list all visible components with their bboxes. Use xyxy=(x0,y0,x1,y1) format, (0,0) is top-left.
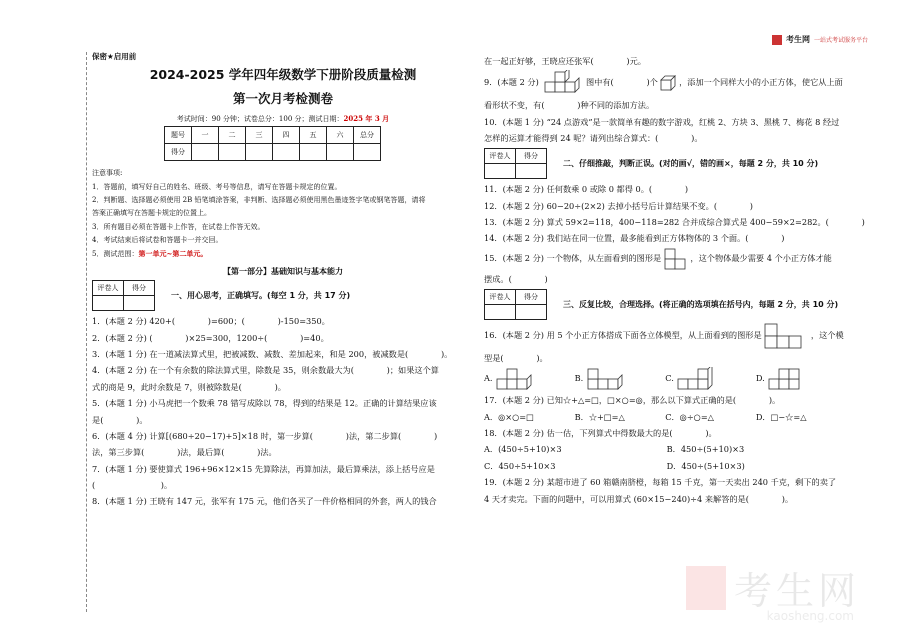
top-view-figure xyxy=(764,323,808,349)
question-line: ( )。 xyxy=(92,479,173,490)
left-column xyxy=(92,52,474,511)
score-blank[interactable] xyxy=(246,144,273,161)
option-c[interactable]: C．450÷5+10×3 xyxy=(484,460,556,471)
grader-label: 得分 xyxy=(516,149,547,164)
grader-blank[interactable] xyxy=(516,164,547,179)
notes-block xyxy=(92,167,474,261)
grader-label: 评卷人 xyxy=(485,149,516,164)
question-line: 法，第三步算( )法，最后算( )法。 xyxy=(92,447,277,458)
range-value: 第一单元~第二单元。 xyxy=(138,249,208,259)
score-cell: 四 xyxy=(273,127,300,144)
option-label: A. xyxy=(484,373,493,384)
grader-blank[interactable] xyxy=(516,305,547,320)
model-c-figure xyxy=(676,367,724,391)
option-b[interactable] xyxy=(575,367,663,391)
meta-date: 2025 年 3 月 xyxy=(343,113,390,123)
q16-options xyxy=(484,367,870,391)
option-c[interactable]: C．◎÷○=△ xyxy=(665,411,714,422)
note-item: 答案正确填写在答题卡规定的位置上。 xyxy=(92,209,211,218)
note-item: 1．答题前，填写好自己的姓名、班级、考号等信息，请写在答题卡规定的位置。 xyxy=(92,182,342,191)
section-two-header xyxy=(484,148,870,179)
q15-part: 15．(本题 2 分) 一个物体，从左面看到的图形是 xyxy=(484,252,662,263)
q9-part: ，添加一个同样大小的小正方体，使它从上面 xyxy=(679,77,843,88)
watermark-logo-icon xyxy=(686,566,726,610)
range-label: 5．测试范围： xyxy=(92,250,139,259)
q18-options-1 xyxy=(484,442,870,456)
question-line: 5．(本题 1 分) 小马虎把一个数乘 78 错写成除以 78，得到的结果是 12。正确的计算结果应该 xyxy=(92,398,437,409)
score-cell: 总分 xyxy=(354,127,381,144)
section-three-title: 三、反复比较，合理选择。(将正确的选项填在括号内，每题 2 分，共 10 分) xyxy=(563,299,839,309)
question-line: 怎样的运算才能得到 24 呢？请列出综合算式：( )。 xyxy=(484,133,703,144)
question-line: 式的商是 9，此时余数是 7，则被除数是( )。 xyxy=(92,381,286,392)
score-blank[interactable] xyxy=(273,144,300,161)
note-item: 4．考试结束后将试卷和答题卡一并交回。 xyxy=(92,235,223,244)
grader-blank[interactable] xyxy=(124,296,155,311)
left-view-figure xyxy=(664,248,688,270)
question-line: 10．(本题 1 分) “24 点游戏”是一款简单有趣的数字游戏，红桃 2、方块 3、黑桃 7、梅花 8 经过 xyxy=(484,116,840,127)
section-one-header xyxy=(92,280,474,311)
q16-part: ，这个模 xyxy=(810,330,844,341)
option-d[interactable]: D．450÷(5+10×3) xyxy=(666,460,745,471)
exam-meta xyxy=(92,115,474,124)
right-column xyxy=(484,52,870,508)
question-line: 型是( )。 xyxy=(484,353,548,364)
score-cell: 六 xyxy=(327,127,354,144)
model-a-figure xyxy=(495,367,543,391)
question-line: 1．(本题 2 分) 420+( )=600；( )-150=350。 xyxy=(92,316,330,327)
score-value-row xyxy=(165,144,381,161)
question-line: 18．(本题 2 分) 估一估，下列算式中得数最大的是( )。 xyxy=(484,428,717,439)
logo-icon xyxy=(772,35,782,45)
question-9 xyxy=(484,70,870,96)
cube-stack-figure xyxy=(541,70,583,96)
secret-mark: 保密★启用前 xyxy=(92,52,137,61)
option-c[interactable] xyxy=(665,367,753,391)
question-line: 14．(本题 2 分) 我们站在同一位置，最多能看到正方体物体的 3 个面。( ) xyxy=(484,233,785,244)
question-line: 摆成。( ) xyxy=(484,273,548,284)
note-item: 3．所有题目必须在答题卡上作答，在试卷上作答无效。 xyxy=(92,222,265,231)
note-item-range xyxy=(92,247,474,261)
logo-slogan: 一站式考试服务平台 xyxy=(813,37,868,44)
question-line: 19．(本题 2 分) 某超市进了 60 箱赣南脐橙，每箱 15 千克，第一天卖出 240 千克，剩下的卖了 xyxy=(484,477,837,488)
notes-heading: 注意事项: xyxy=(92,169,123,178)
score-cell: 二 xyxy=(219,127,246,144)
score-table xyxy=(164,126,381,161)
question-15 xyxy=(484,248,870,270)
exam-subtitle: 第一次月考检测卷 xyxy=(232,91,333,106)
section-one-title: 一、用心思考，正确填写。(每空 1 分，共 17 分) xyxy=(171,290,351,300)
question-16 xyxy=(484,323,870,349)
question-line: 7．(本题 1 分) 要使算式 196+96×12×15 先算除法，再算加法，最后算乘法，添上括号应是 xyxy=(92,463,435,474)
question-line: 8．(本题 1 分) 王晓有 147 元，张军有 175 元，他们各买了一件价格相同的外套，两人的钱合 xyxy=(92,496,437,507)
score-header-row xyxy=(165,127,381,144)
watermark-text: 考生网 xyxy=(733,569,860,613)
question-line: 看形状不变，有( )种不同的添加方法。 xyxy=(484,100,655,111)
grader-label: 评卷人 xyxy=(485,290,516,305)
logo-brand: 考生网 xyxy=(785,35,810,44)
score-blank[interactable] xyxy=(300,144,327,161)
option-b[interactable]: B．☆+□=△ xyxy=(574,411,625,422)
question-line: 6．(本题 4 分) 计算[(680÷20−17)+5]×18 时，第一步算( )法，第二步算( ) xyxy=(92,430,438,441)
option-b[interactable]: B．450÷(5+10)×3 xyxy=(666,444,745,455)
question-line: 12．(本题 2 分) 60−20÷(2×2) 去掉小括号后计算结果不变。( ) xyxy=(484,200,753,211)
q9-part: 9．(本题 2 分) xyxy=(484,77,539,88)
grader-label: 评卷人 xyxy=(93,281,124,296)
score-blank[interactable] xyxy=(219,144,246,161)
q16-part: 16．(本题 2 分) 用 5 个小正方体搭成下面各立体模型，从上面看到的图形是 xyxy=(484,330,762,341)
grader-label: 得分 xyxy=(124,281,155,296)
grader-blank[interactable] xyxy=(485,305,516,320)
score-cell: 五 xyxy=(300,127,327,144)
option-label: D. xyxy=(755,373,765,384)
question-line: 13．(本题 2 分) 算式 59×2=118，400−118=282 合并成综合算式是 400−59×2=282。( ) xyxy=(484,217,865,228)
score-cell: 得分 xyxy=(165,144,192,161)
score-blank[interactable] xyxy=(192,144,219,161)
q18-options-2 xyxy=(484,459,870,473)
question-line: 11．(本题 2 分) 任何数乘 0 或除 0 都得 0。( ) xyxy=(484,184,689,195)
score-blank[interactable] xyxy=(327,144,354,161)
score-blank[interactable] xyxy=(354,144,381,161)
section-three-header xyxy=(484,289,870,320)
question-line: 17．(本题 2 分) 已知☆+△=□，□×○=◎，那么以下算式正确的是( )。 xyxy=(484,395,781,406)
model-d-figure xyxy=(767,367,815,391)
grader-box xyxy=(92,280,155,311)
question-line: 4 天才卖完。下面的问题中，可以用算式 (60×15−240)÷4 来解答的是( )。 xyxy=(484,493,794,504)
grader-blank[interactable] xyxy=(93,296,124,311)
part-one-title: 【第一部分】基础知识与基本能力 xyxy=(223,267,343,277)
meta-text: 考试时间：90 分钟；试卷总分：100 分；测试日期： xyxy=(176,114,344,123)
note-item: 2．判断题、选择题必须使用 2B 铅笔填涂答案，非判断、选择题必须使用黑色墨迹签字笔或钢笔答题，请将 xyxy=(92,195,426,204)
grader-label: 得分 xyxy=(516,290,547,305)
section-two-title: 二、仔细推敲，判断正误。(对的画√，错的画×，每题 2 分，共 10 分) xyxy=(563,158,819,168)
score-cell: 三 xyxy=(246,127,273,144)
q17-options xyxy=(484,410,870,424)
option-d[interactable]: D．□−☆=△ xyxy=(755,411,807,422)
left-questions xyxy=(92,314,474,508)
question-line: 是( )。 xyxy=(92,414,148,425)
option-label: B. xyxy=(574,373,584,384)
option-label: C. xyxy=(665,373,674,384)
watermark xyxy=(686,560,860,623)
grader-box xyxy=(484,148,547,179)
question-line: 在一起正好够，王晓应还张军( )元。 xyxy=(484,56,646,66)
model-b-figure xyxy=(586,367,634,391)
score-cell: 一 xyxy=(192,127,219,144)
question-line: 4．(本题 2 分) 在一个有余数的除法算式里，除数是 35，则余数最大为( )；如果这个算 xyxy=(92,365,439,376)
question-line: 2．(本题 2 分) ( )×25=300，1200÷( )=40。 xyxy=(92,332,329,343)
brand-logo xyxy=(772,34,868,45)
option-d[interactable] xyxy=(756,367,844,391)
option-a[interactable] xyxy=(484,367,572,391)
grader-box xyxy=(484,289,547,320)
single-cube-figure xyxy=(660,75,676,91)
q9-part: 图中有( )个 xyxy=(585,77,658,88)
watermark-url: kaosheng.com xyxy=(766,609,854,623)
option-a[interactable]: A．(450÷5+10)×3 xyxy=(484,444,562,455)
question-line: 3．(本题 1 分) 在一道减法算式里，把被减数、减数、差加起来，和是 200，被减数是( )。 xyxy=(92,349,453,360)
option-a[interactable]: A．◎×○=□ xyxy=(484,411,534,422)
grader-blank[interactable] xyxy=(485,164,516,179)
binding-line xyxy=(86,52,87,612)
q15-part: ，这个物体最少需要 4 个小正方体才能 xyxy=(690,252,832,263)
exam-title: 2024-2025 学年四年级数学下册阶段质量检测 xyxy=(149,67,417,83)
score-cell: 题号 xyxy=(165,127,192,144)
